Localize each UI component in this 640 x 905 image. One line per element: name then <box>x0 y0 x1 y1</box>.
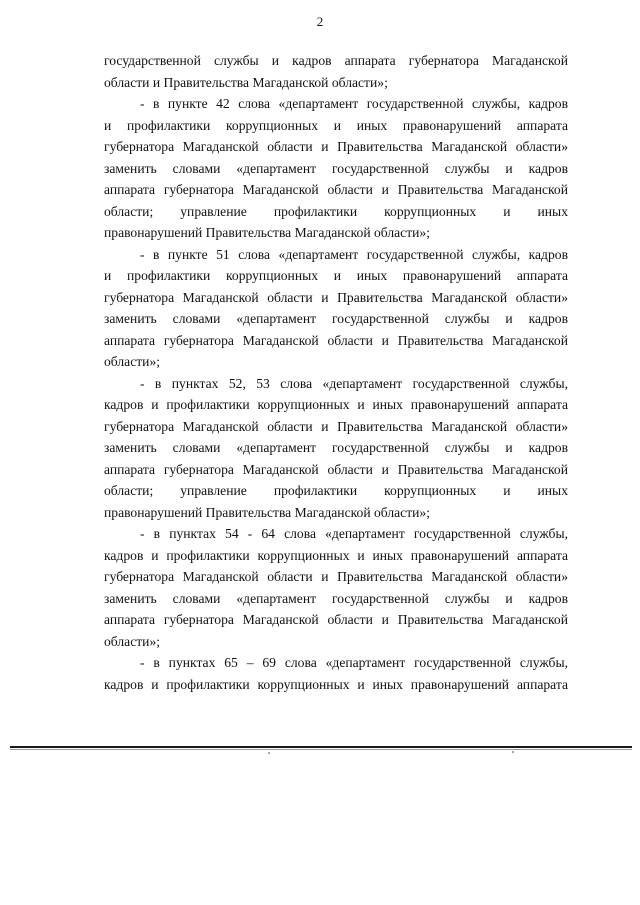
text-line: аппарата губернатора Магаданской области и Правительства Магаданской <box>104 182 568 197</box>
text-line: губернатора Магаданской области и Правительства Магаданской области» <box>104 289 568 305</box>
page-bottom-rule <box>10 746 632 748</box>
text-line: - в пунктах 52, 53 слова «департамент государственной службы, <box>140 375 568 391</box>
text-line: губернатора Магаданской области и Правительства Магаданской области» <box>104 418 568 434</box>
text-line: области; управление профилактики коррупционных и иных <box>104 483 568 498</box>
page-number: 2 <box>316 14 324 29</box>
text-line: правонарушений Правительства Магаданской области»; <box>104 225 431 240</box>
text-line: заменить словами «департамент государственной службы и кадров <box>104 440 568 455</box>
scan-speck <box>512 751 514 753</box>
text-line: кадров и профилактики коррупционных и иных правонарушений аппарата <box>104 397 568 412</box>
text-line: - в пунктах 54 - 64 слова «департамент государственной службы, <box>140 526 568 541</box>
text-line: правонарушений Правительства Магаданской области»; <box>104 504 431 520</box>
text-line: государственной службы и кадров аппарата губернатора Магаданской <box>104 53 568 68</box>
text-line: кадров и профилактики коррупционных и иных правонарушений аппарата <box>104 676 568 692</box>
text-line: кадров и профилактики коррупционных и иных правонарушений аппарата <box>104 547 568 563</box>
scan-speck <box>268 752 270 754</box>
text-line: губернатора Магаданской области и Правительства Магаданской области» <box>104 139 568 154</box>
text-line: заменить словами «департамент государственной службы и кадров <box>104 160 568 176</box>
text-line: и профилактики коррупционных и иных правонарушений аппарата <box>104 268 568 283</box>
text-line: аппарата губернатора Магаданской области и Правительства Магаданской <box>104 612 568 627</box>
text-line: области»; <box>104 633 161 649</box>
text-line: аппарата губернатора Магаданской области и Правительства Магаданской <box>104 461 568 477</box>
text-line: - в пунктах 65 – 69 слова «департамент государственной службы, <box>140 655 568 670</box>
page-bottom-rule-shadow <box>10 749 632 750</box>
text-line: аппарата губернатора Магаданской области и Правительства Магаданской <box>104 332 568 348</box>
document-body <box>104 50 568 695</box>
text-line: заменить словами «департамент государственной службы и кадров <box>104 590 568 606</box>
text-line: области и Правительства Магаданской области»; <box>104 74 388 90</box>
text-line: области»; <box>104 354 161 369</box>
text-line: губернатора Магаданской области и Правительства Магаданской области» <box>104 569 568 584</box>
text-line: - в пункте 51 слова «департамент государственной службы, кадров <box>140 246 568 262</box>
text-line: - в пункте 42 слова «департамент государственной службы, кадров <box>140 96 568 111</box>
text-line: области; управление профилактики коррупционных и иных <box>104 203 568 219</box>
text-line: заменить словами «департамент государственной службы и кадров <box>104 311 568 326</box>
text-line: и профилактики коррупционных и иных правонарушений аппарата <box>104 117 568 133</box>
